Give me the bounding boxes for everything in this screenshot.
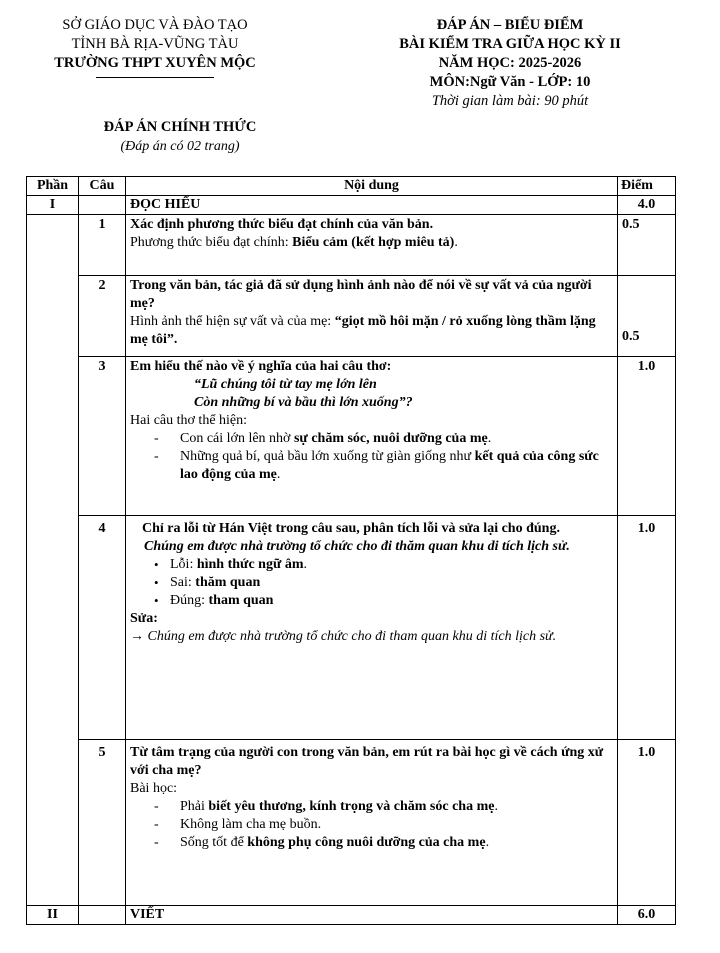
q3-intro: Hai câu thơ thể hiện: [130, 413, 248, 428]
q3-question: Em hiểu thế nào về ý nghĩa của hai câu thơ: [130, 359, 392, 374]
question-row-5 [27, 740, 676, 906]
q5-item-2: - Không làm cha mẹ buồn. [130, 816, 613, 834]
q3-item-1: - Con cái lớn lên nhờ sự chăm sóc, nuôi dưỡng của mẹ. [130, 430, 613, 448]
part1-title: ĐỌC HIỂU [126, 196, 618, 215]
question-row-4 [27, 516, 676, 740]
q2-question: Trong văn bản, tác giả đã sử dụng hình ảnh nào để nói về sự vất vả của người mẹ? [130, 278, 592, 311]
q1-question: Xác định phương thức biểu đạt chính của văn bản. [130, 217, 434, 232]
time-limit: Thời gian làm bài: 90 phút [431, 93, 589, 109]
school-year: NĂM HỌC: 2025-2026 [438, 55, 582, 71]
header-part: Phần [27, 177, 79, 196]
q4-sentence: Chúng em được nhà trường tổ chức cho đi thăm quan khu di tích lịch sử. [144, 539, 570, 554]
q4-wrong: • Sai: thăm quan [130, 574, 613, 592]
q5-item-3: - Sống tốt để không phụ công nuôi dưỡng của cha mẹ. [130, 834, 613, 852]
province-name: TỈNH BÀ RỊA-VŨNG TÀU [71, 36, 239, 52]
q4-score: 1.0 [618, 516, 676, 740]
header-content: Nội dung [126, 177, 618, 196]
school-underline [96, 77, 214, 78]
q5-number: 5 [79, 740, 126, 906]
part2-title: VIẾT [126, 906, 618, 925]
q4-error: • Lỗi: hình thức ngữ âm. [130, 556, 613, 574]
page-count-note: (Đáp án có 02 trang) [120, 139, 240, 154]
q3-item-2: - Những quả bí, quả bầu lớn xuống từ giàn giống như kết quả của công sức lao động của mẹ. [130, 448, 613, 484]
doc-title: ĐÁP ÁN – BIỂU ĐIỂM [436, 17, 584, 33]
part1-row [27, 196, 676, 215]
part2-row [27, 906, 676, 925]
q4-fix-label: Sửa: [130, 611, 158, 626]
q1-score: 0.5 [618, 215, 676, 276]
subject-class: MÔN:Ngữ Văn - LỚP: 10 [429, 74, 591, 90]
q2-answer: Hình ảnh thể hiện sự vất và của mẹ: “giọt mồ hôi mặn / rỏ xuống lòng thầm lặng mẹ tôi”. [130, 314, 596, 347]
q4-content [126, 516, 618, 740]
q1-number: 1 [79, 215, 126, 276]
official-answer-heading [60, 118, 300, 156]
header-score: Điểm [618, 177, 676, 196]
department-name: SỞ GIÁO DỤC VÀ ĐÀO TẠO [62, 17, 248, 33]
q3-number: 3 [79, 357, 126, 516]
q5-intro: Bài học: [130, 781, 178, 796]
header-left [30, 16, 280, 78]
q4-question: Chỉ ra lỗi từ Hán Việt trong câu sau, phân tích lỗi và sửa lại cho đúng. [142, 521, 560, 536]
q3-poem-line-1: “Lũ chúng tôi từ tay mẹ lớn lên [194, 377, 377, 392]
header-right [360, 16, 660, 111]
q5-score: 1.0 [618, 740, 676, 906]
q3-score: 1.0 [618, 357, 676, 516]
q2-content [126, 276, 618, 357]
header-question: Câu [79, 177, 126, 196]
part1-label: I [27, 196, 79, 215]
q4-number: 4 [79, 516, 126, 740]
q1-answer: Phương thức biểu đạt chính: Biểu cảm (kết hợp miêu tả). [130, 235, 458, 250]
question-row-3 [27, 357, 676, 516]
q5-question: Từ tâm trạng của người con trong văn bản, em rút ra bài học gì về cách ứng xử với cha mẹ? [130, 745, 604, 778]
q2-number: 2 [79, 276, 126, 357]
q1-content [126, 215, 618, 276]
question-row-2 [27, 276, 676, 357]
exam-title: BÀI KIỂM TRA GIỮA HỌC KỲ II [399, 36, 621, 52]
q5-item-1: - Phải biết yêu thương, kính trọng và chăm sóc cha mẹ. [130, 798, 613, 816]
official-title: ĐÁP ÁN CHÍNH THỨC [103, 119, 257, 135]
q4-fix: → Chúng em được nhà trường tổ chức cho đi tham quan khu di tích lịch sử. [130, 629, 557, 644]
q3-content [126, 357, 618, 516]
q3-poem-line-2: Còn những bí và bầu thì lớn xuống”? [194, 395, 413, 410]
q2-score: 0.5 [618, 276, 676, 357]
part2-label: II [27, 906, 79, 925]
part2-score: 6.0 [618, 906, 676, 925]
q5-content [126, 740, 618, 906]
part1-score: 4.0 [618, 196, 676, 215]
q4-correct: • Đúng: tham quan [130, 592, 613, 610]
answer-table [26, 176, 676, 925]
table-header-row [27, 177, 676, 196]
school-name: TRƯỜNG THPT XUYÊN MỘC [54, 55, 256, 71]
question-row-1 [27, 215, 676, 276]
